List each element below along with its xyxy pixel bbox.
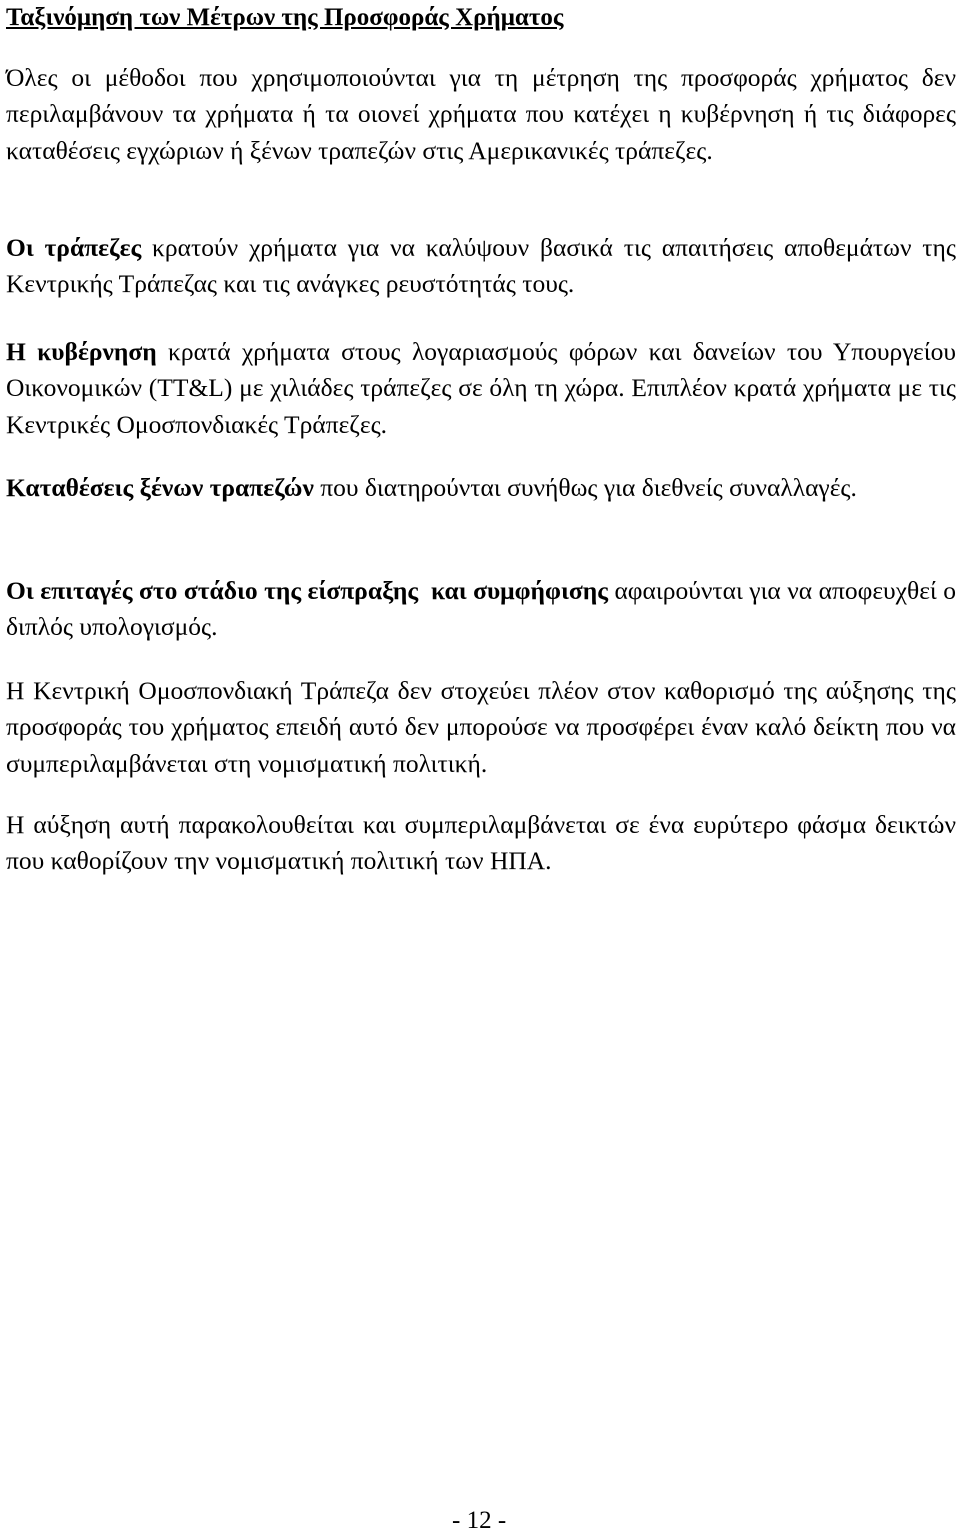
paragraph-text: Η Κεντρική Ομοσπονδιακή Τράπεζα δεν στοχεύει πλέον στον καθορισμό της αύξησης της προσφοράς του χρήματος επειδή αυτό δεν μπορούσε να προσφέρει έναν καλό δείκτη που να συμπεριλαμβάνεται στη νομισματική πολιτική. — [6, 676, 956, 778]
paragraph-text: αφαιρούνται για να αποφευχθεί ο διπλός υπολογισμός. — [6, 576, 956, 642]
document-title: Ταξινόμηση των Μέτρων της Προσφοράς Χρήματος — [6, 4, 564, 31]
paragraph-banks — [6, 230, 956, 303]
page-number: - 12 - — [452, 1507, 507, 1534]
paragraph-text: που διατηρούνται συνήθως για διεθνείς συναλλαγές. — [313, 473, 857, 502]
paragraph-text: Όλες οι μέθοδοι που χρησιμοποιούνται για τη μέτρηση της προσφοράς χρήματος δεν περιλαμβάνουν τα χρήματα ή τα οιονεί χρήματα που κατέχει η κυβέρνηση ή τις διάφορες καταθέσεις εγχώριων ή ξένων τραπεζών στις Αμερικανικές τράπεζες. — [6, 63, 956, 165]
paragraph-heading: Οι τράπεζες — [6, 233, 142, 262]
paragraph-heading: Οι επιταγές στο στάδιο της είσπραξης και συμφήφισης — [6, 576, 608, 605]
paragraph-text: κρατά χρήματα στους λογαριασμούς φόρων και δανείων του Υπουργείου Οικονομικών (TT&L) με χιλιάδες τράπεζες σε όλη τη χώρα. Επιπλέον κρατά χρήματα με τις Κεντρικές Ομοσπονδιακές Τράπεζες. — [6, 337, 956, 439]
paragraph-foreign-bank-deposits — [6, 470, 956, 506]
paragraph-federal-reserve-targeting — [6, 673, 956, 782]
paragraph-indicators — [6, 807, 956, 880]
paragraph-heading: Καταθέσεις ξένων τραπεζών — [6, 473, 314, 502]
paragraph-checks-in-collection — [6, 573, 956, 646]
paragraph-heading: Η κυβέρνηση — [6, 337, 157, 366]
paragraph-government — [6, 334, 956, 443]
paragraph-text: κρατούν χρήματα για να καλύψουν βασικά τις απαιτήσεις αποθεμάτων της Κεντρικής Τράπεζας και τις ανάγκες ρευστότητάς τους. — [6, 233, 956, 299]
paragraph-text: Η αύξηση αυτή παρακολουθείται και συμπεριλαμβάνεται σε ένα ευρύτερο φάσμα δεικτών που καθορίζουν την νομισματική πολιτική των ΗΠΑ. — [6, 810, 956, 876]
paragraph-money-supply-exclusions — [6, 60, 956, 169]
